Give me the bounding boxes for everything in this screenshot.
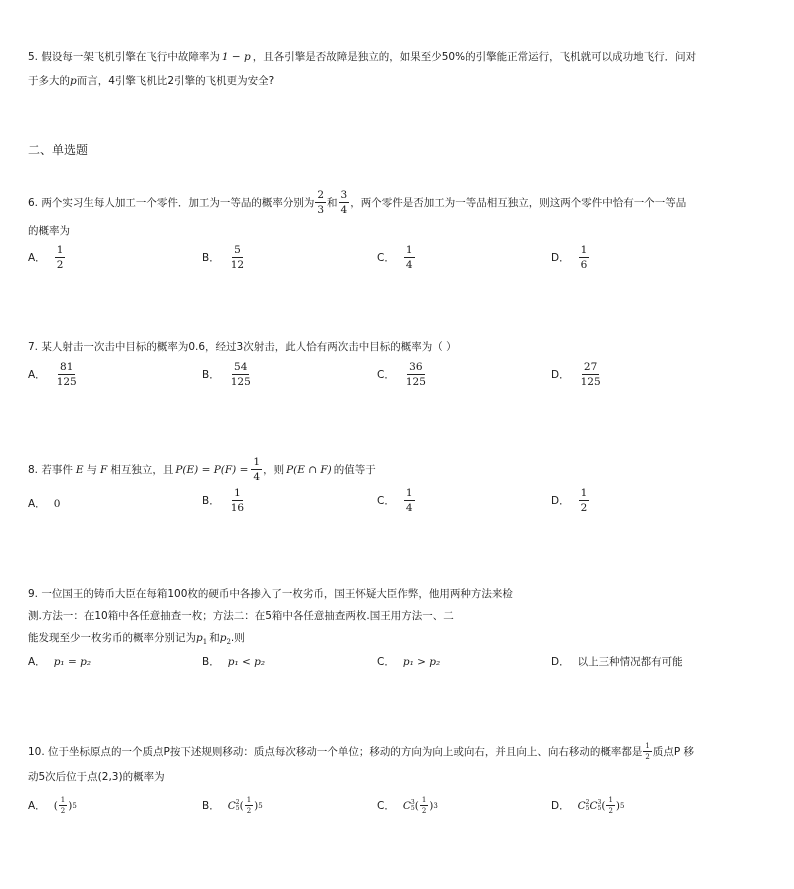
- option-expr: ( $\frac{1}{2}$ ) 5: [53, 796, 77, 815]
- option-label: C．: [377, 252, 395, 264]
- frac-den: 6: [580, 259, 588, 271]
- q9-option-c[interactable]: [377, 654, 440, 669]
- q6-text-a: 6. 两个实习生每人加工一个零件．加工为一等品的概率分别为: [28, 196, 315, 209]
- q6-f1-den: 3: [317, 204, 325, 216]
- exponent: 5: [620, 801, 625, 810]
- q8-event-e: E: [75, 463, 84, 476]
- q10-half-fraction: [643, 742, 651, 761]
- q9-option-d[interactable]: [551, 654, 683, 669]
- q9-text-b: .则: [230, 632, 245, 644]
- question-9-line-3: [28, 631, 245, 649]
- q6-option-d[interactable]: [551, 244, 590, 271]
- option-expr: C 3 5 ( $\frac{1}{2}$ ) 3: [402, 796, 438, 815]
- option-label: D．: [551, 495, 570, 507]
- frac-den: 12: [230, 259, 245, 271]
- option-fraction: [229, 361, 253, 388]
- question-6-line-1: [28, 189, 686, 216]
- question-5-line-2: [28, 74, 274, 88]
- combination-symbol: C: [402, 799, 411, 812]
- option-label: B．: [202, 495, 220, 507]
- combination-sub: 5: [597, 804, 602, 812]
- question-8-line: [28, 456, 376, 483]
- frac-den: 2: [608, 807, 613, 815]
- q8-option-c[interactable]: [377, 487, 416, 514]
- question-7-text: 7. 某人射击一次击中目标的概率为0.6，经过3次射击，此人恰有两次击中目标的概率为（ ）: [28, 341, 457, 353]
- question-10-line-1: [28, 742, 694, 761]
- q7-option-b[interactable]: [202, 361, 254, 388]
- q5-expr: 1 − p: [221, 51, 251, 63]
- q8-text-c: ，则: [263, 463, 285, 476]
- half-fraction: [245, 796, 253, 815]
- frac-num: 1: [405, 244, 413, 256]
- q6-option-a[interactable]: [28, 244, 66, 271]
- frac-den: 2: [246, 807, 252, 815]
- frac-den: 125: [580, 376, 601, 388]
- question-6-line-2: 的概率为: [28, 225, 70, 237]
- option-label: C．: [377, 656, 395, 668]
- frac-den: 125: [56, 376, 77, 388]
- option-label: D．: [551, 656, 570, 668]
- q8-event-f: F: [100, 463, 108, 476]
- half-fraction: [420, 796, 428, 815]
- question-5-line-1: [28, 50, 696, 64]
- frac-num: 36: [409, 361, 423, 373]
- exponent: 3: [433, 801, 438, 810]
- frac-den: 4: [253, 471, 261, 483]
- q8-option-b[interactable]: [202, 487, 247, 514]
- q9-option-a[interactable]: [28, 654, 91, 669]
- question-9-line-2: 测.方法一：在10箱中各任意抽查一枚；方法二：在5箱中各任意抽查两枚.国王用方法一、二: [28, 610, 454, 622]
- option-label: A．: [28, 369, 46, 381]
- frac-num: 1: [405, 487, 413, 499]
- q9-p2: p: [219, 632, 227, 644]
- frac-num: 1: [56, 244, 64, 256]
- option-value: p₁ = p₂: [53, 655, 92, 668]
- frac-den: 2: [421, 807, 427, 815]
- combination-symbol: C: [577, 799, 586, 812]
- q8-fraction: [251, 456, 262, 483]
- frac-num: 1: [60, 796, 66, 804]
- combination-sub: 5: [235, 804, 240, 812]
- q10-text-b: 质点P 移: [652, 745, 695, 758]
- combination-symbol: C: [227, 799, 236, 812]
- question-10-line-2: 动5次后位于点(2,3)的概率为: [28, 771, 165, 783]
- combination-sup: 2: [585, 798, 590, 806]
- option-expr: C 2 5 C 3 5 ( $\frac{1}{2}$ ) 5: [577, 796, 625, 815]
- frac-den: 2: [56, 259, 64, 271]
- option-label: D．: [551, 800, 570, 812]
- option-fraction: [229, 487, 246, 514]
- q8-text-b: 相互独立，且: [110, 463, 174, 476]
- q5-text-c: 于多大的: [28, 75, 70, 87]
- frac-den: 4: [405, 259, 413, 271]
- q9-p1-sub: 1: [202, 638, 208, 646]
- combination-sup: 3: [410, 798, 415, 806]
- combination-indices-2: [598, 800, 602, 812]
- frac-den: 4: [405, 502, 413, 514]
- frac-num: 1: [234, 487, 241, 499]
- option-label: C．: [377, 369, 395, 381]
- option-fraction: [55, 244, 66, 271]
- q8-text-a: 8. 若事件: [28, 463, 73, 476]
- question-9-line-1: 9. 一位国王的铸币大臣在每箱100枚的硬币中各掺入了一枚劣币，国王怀疑大臣作弊，他用两种方法来检: [28, 588, 513, 600]
- q5-text-b: ，且各引擎是否故障是独立的，如果至少50%的引擎能正常运行，飞机就可以成功地飞行．问对: [252, 51, 697, 63]
- option-label: B．: [202, 252, 220, 264]
- combination-sup: 3: [597, 798, 602, 806]
- option-fraction: [404, 487, 415, 514]
- q10-text-a: 10. 位于坐标原点的一个质点P按下述规则移动：质点每次移动一个单位；移动的方向为向上或向右，并且向上、向右移动的概率都是: [28, 745, 643, 758]
- q10-option-a[interactable]: [28, 796, 77, 815]
- q5-text-a: 5. 假设每一架飞机引擎在飞行中故障率为: [28, 51, 220, 63]
- q9-text-a: 能发现至少一枚劣币的概率分别记为: [28, 632, 196, 644]
- option-fraction: [55, 361, 79, 388]
- half-fraction: [606, 796, 614, 815]
- option-label: A．: [28, 800, 46, 812]
- q6-and: 和: [327, 196, 338, 209]
- combination-sup: 2: [235, 798, 240, 806]
- option-label: D．: [551, 369, 570, 381]
- combination-indices: [411, 800, 415, 812]
- section-title: 二、单选题: [28, 143, 89, 157]
- q6-option-b[interactable]: [202, 244, 247, 271]
- option-fraction: [229, 244, 246, 271]
- q5-p: p: [70, 75, 77, 87]
- half-fraction: [59, 796, 67, 815]
- frac-num: 1: [421, 796, 427, 804]
- option-label: A．: [28, 656, 46, 668]
- q5-text-d: 而言，4引擎飞机比2引擎的飞机更为安全?: [76, 75, 275, 87]
- q9-p1: p: [196, 632, 203, 644]
- frac-num: 1: [246, 796, 252, 804]
- combination-sub: 5: [410, 804, 415, 812]
- combination-indices: [236, 800, 240, 812]
- q9-and: 和: [209, 632, 220, 644]
- frac-den: 16: [230, 502, 245, 514]
- option-label: B．: [202, 656, 220, 668]
- q7-option-a[interactable]: [28, 361, 80, 388]
- frac-num: 1: [580, 244, 588, 256]
- q8-and: 与: [86, 463, 98, 476]
- q7-option-d[interactable]: [551, 361, 604, 388]
- frac-den: 125: [405, 376, 426, 388]
- option-expr: C 2 5 ( $\frac{1}{2}$ ) 5: [227, 796, 263, 815]
- q6-fraction-1: [315, 189, 326, 216]
- q8-expr: P(E) = P(F) =: [175, 463, 249, 476]
- q10-option-b[interactable]: [202, 796, 263, 815]
- q10-option-d[interactable]: [551, 796, 625, 815]
- option-fraction: [579, 487, 590, 514]
- option-label: C．: [377, 800, 395, 812]
- frac-num: 1: [608, 796, 613, 804]
- q6-text-b: ，两个零件是否加工为一等品相互独立，则这两个零件中恰有一个一等品: [350, 196, 687, 209]
- frac-num: 27: [583, 361, 598, 373]
- frac-num: 1: [580, 487, 588, 499]
- frac-den: 2: [580, 502, 588, 514]
- q8-option-d[interactable]: [551, 487, 590, 514]
- frac-den: 2: [645, 753, 650, 761]
- q6-f2-den: 4: [340, 204, 348, 216]
- option-value: 0: [53, 497, 61, 510]
- option-fraction: [404, 244, 415, 271]
- q9-option-b[interactable]: [202, 654, 265, 669]
- frac-num: 81: [60, 361, 74, 373]
- frac-num: 5: [234, 244, 241, 256]
- option-value: p₁ < p₂: [227, 655, 266, 668]
- option-label: C．: [377, 495, 395, 507]
- q10-option-c[interactable]: [377, 796, 438, 815]
- option-label: A．: [28, 498, 46, 510]
- exponent: 5: [72, 801, 77, 810]
- combination-symbol-2: C: [589, 799, 598, 812]
- option-value: p₁ > p₂: [402, 655, 441, 668]
- q8-expr2: P(E ∩ F): [286, 463, 332, 476]
- option-label: B．: [202, 800, 220, 812]
- option-label: D．: [551, 252, 570, 264]
- option-fraction: [579, 361, 603, 388]
- q6-f2-num: 3: [340, 189, 348, 201]
- q7-option-c[interactable]: [377, 361, 429, 388]
- option-fraction: [579, 244, 590, 271]
- q6-fraction-2: [339, 189, 350, 216]
- combination-sub: 5: [585, 804, 590, 812]
- frac-den: 125: [230, 376, 251, 388]
- q6-f1-num: 2: [317, 189, 325, 201]
- option-value: 以上三种情况都有可能: [577, 656, 683, 668]
- q9-p2-sub: 2: [226, 638, 231, 646]
- option-label: A．: [28, 252, 46, 264]
- frac-num: 1: [645, 742, 650, 750]
- frac-den: 2: [60, 807, 66, 815]
- q8-text-d: 的值等于: [333, 463, 376, 476]
- frac-num: 54: [234, 361, 248, 373]
- q8-option-a[interactable]: [28, 496, 60, 511]
- q6-option-c[interactable]: [377, 244, 416, 271]
- frac-num: 1: [253, 456, 261, 468]
- exponent: 5: [258, 801, 263, 810]
- option-label: B．: [202, 369, 220, 381]
- option-fraction: [404, 361, 428, 388]
